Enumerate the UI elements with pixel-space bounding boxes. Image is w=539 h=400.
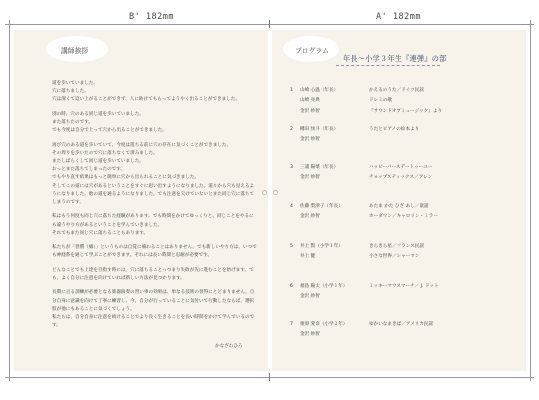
performer-name: 金沢 紗智 <box>300 332 320 338</box>
performer-name: 金沢 紗智 <box>300 137 320 143</box>
song-title: 『サウンドオブミュージック』より <box>369 108 443 114</box>
entry-number: 6 <box>290 284 293 289</box>
center-fold-mark-bottom <box>269 373 270 381</box>
greeting-paragraph: どんなことでも上達を目指す時には、穴に落ちることっつまり失敗が先に進むことを妨げます。でも、よく自分に注意を向けていれば新しい方法が見つかります。 <box>52 267 254 281</box>
song-title: チョップスティックス／アレン <box>369 175 433 181</box>
song-title: うたとピアノの絵本より <box>369 127 420 132</box>
entry-number: 4 <box>290 204 293 209</box>
entry-number: 7 <box>290 322 293 327</box>
greeting-title: 講師挨拶 <box>61 47 89 55</box>
performer-name: 金沢 紗智 <box>300 175 320 181</box>
performer-name: 井上 健 <box>300 254 316 260</box>
left-page-size-label: B' 182mm <box>129 12 174 22</box>
entry-number: 2 <box>290 127 293 132</box>
left-crop-line <box>9 20 10 381</box>
program-heading: 年長～小学３年生『連弾』の部 <box>343 54 447 63</box>
song-title: ハッピーバースデートゥーユー <box>369 165 433 170</box>
entry-number: 5 <box>290 244 293 249</box>
greeting-body <box>52 80 257 337</box>
greeting-signature: かなざわひろ <box>215 344 243 349</box>
performer-name: 樽田 快斗（年長） <box>300 127 339 132</box>
song-title: かえるのうた／ドイツ民謡 <box>369 88 424 93</box>
center-fold-mark-top <box>269 20 270 28</box>
song-title: きらきら星／フランス民謡 <box>369 244 424 249</box>
song-title: 小さな世界／シャーマン <box>369 254 420 260</box>
greeting-paragraph: 再び穴のある道を歩いていて、今度は落ちる前に穴の存在に気づくことができました。 その周りを歩いたので穴に落ちなくて済みました。 またしばらくして同じ道を歩いていました。 おっとまた落ちてしまったのです。 でもやり直す結果はもっと簡単に穴から出られることに気づきました。 そしてこの道には穴があるということをすぐに思い出すようになりました。道々から穴も見えるようになりました。他の道を通るようになりました。でも注意を欠けていないとまた同じ穴に落ちてしまうのです。 <box>52 142 255 206</box>
entry-number: 3 <box>290 165 293 170</box>
performer-name: 山崎 亮典 <box>300 98 320 104</box>
program-heading-underline <box>336 65 440 66</box>
performer-name: 山崎 心温（年長） <box>300 88 339 93</box>
song-title: ゆかいなまきば／アメリカ民謡 <box>369 322 433 327</box>
performer-name: 三浦 陽菜（年長） <box>300 165 339 170</box>
performer-name: 佐藤 梨津子（年長） <box>300 204 343 209</box>
performer-name: 金沢 紗智 <box>300 214 320 220</box>
right-page-size-label: A' 182mm <box>376 12 421 22</box>
performer-name: 井上 賢（小学１年） <box>300 244 343 249</box>
performer-name: 金沢 紗智 <box>300 108 320 114</box>
performer-name: 金沢 紗智 <box>300 294 320 300</box>
right-crop-line <box>530 20 531 381</box>
program-section-label: プログラム <box>295 47 329 55</box>
binding-hole-right <box>273 190 278 195</box>
greeting-paragraph: 道を歩いていました。 穴に落ちました。 穴は深くて這い上がることができず、人に助けてもらってようやく出ることができました。 <box>52 81 240 103</box>
song-title: あたま かた ひざ あし／童謡 <box>369 204 429 209</box>
performer-name: 福島 陽太（小学１年） <box>300 284 348 289</box>
entry-number: 1 <box>290 88 293 93</box>
song-title: ホーダウン／キャロリン・ミラー <box>369 214 438 220</box>
greeting-paragraph: 私たちが「習慣（癖）」というものは自覚に備わることはありません。でも新しいやり方は、いつでも神経系を通じて学ぶことができます。それには長い時間と忍耐が必要です。 <box>52 245 257 259</box>
performer-name: 栗原 愛奈（小学２年） <box>300 322 348 327</box>
greeting-paragraph: 長期に亘る訓練が必要となる楽器演奏の習い事の効果は、単なる技術の習得にとどまりません。自分自身に意識を向けて丁寧に練習し、今、自分が行っていることに気付いて行動したならば、選択肢が他にもあることに気づくでしょう。 私たちは、自分自身に注意を続けることでより良く生きることを長い時間をかけて学んでいるのです。 <box>52 290 255 329</box>
greeting-paragraph: 私はもう何度も同じ穴に落ちた経験があります。でも時間をかけてゆっくりと、同じことをやるにも違うやり方があるということを学んでいきました。 それでもまた同じ穴に落ちることもあります。 <box>52 214 254 236</box>
song-title: ドレミの歌 <box>369 98 392 104</box>
greeting-paragraph: 別の時、穴のある同じ道を歩いていました。 また落ちたのです。 でも今度は自分で上って穴から出ることができました。 <box>52 111 167 134</box>
song-title: ミッキーマウスマーチ／ J. ドット <box>369 284 439 289</box>
binding-hole-left <box>262 190 267 195</box>
